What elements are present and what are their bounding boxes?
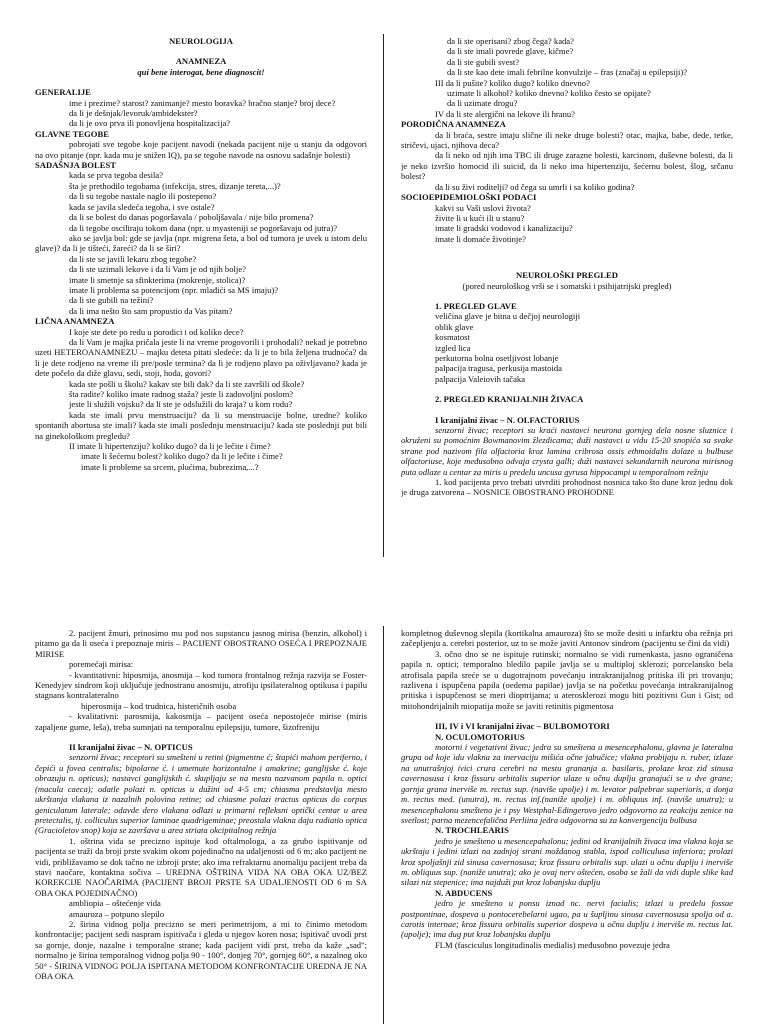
text-line: da li ste operisani? zbog čega? kada? <box>447 36 574 46</box>
text-line: 1. kod pacijenta prvo trebati utvrditi prohodnost nosnica tako što dune kroz jednu dok je druga zatvorena – NOSNICE OBOSTRANO PROHODNE <box>401 477 733 498</box>
text-line: N. OCULOMOTORIUS <box>435 731 525 742</box>
text-line: kompletnog duševnog slepila (kortikalna amauroza) što se može desiti u infarktu oba režnja pri začepljenju a. cerebri posterior, uz to se može javiti Antonov sindrom (pacijentu se čini da vidi) <box>401 628 733 649</box>
spacer <box>35 46 367 56</box>
text-line: hiperosmija – kod trudnica, histeričnih osoba <box>81 700 237 711</box>
text-line: oblik glave <box>435 321 474 332</box>
text-line: amauroza – potpuno slepilo <box>69 908 165 919</box>
text-line: da li Vam je majka pričala jeste li na vreme progovorili i prohodali? nekad je potrebno uzeti HETEROANAMNEZU – majku deteta pitati sledeće: da li je to bila željena trudnoća? da li je dete rodjeno na vreme ili pre/posle termina? da li je rodjeno plavo pa oživljavano? kada je dete počelo da diže glavu, sedi, stoji, hoda, govori? <box>35 336 367 379</box>
text-line: perkutorna bolna osetljivost lobanje <box>435 352 559 363</box>
spacer <box>401 244 733 260</box>
text-line: pobrojati sve tegobe koje pacijent navodi (nekada pacijent nije u stanju da odgovori na ovo pitanje (npr. kada mu je snižen IQ), pa se tegobe navode na osnovu sadašnje bolesti) <box>35 139 367 160</box>
text-line: senzorni živac; receptori su kraći nastavci neurona gornjeg dela nosne sluznice i okruženi su pomoćnim Bowmanovim žlezdicama; duži nastavci u vidu 15-20 snopića sa svake strane pod nazivom fila olfactoria kroz lamina cribrosa ossis ethmoidalis dolaze u bulbuse olfactoriuse, koje međusobno odvaja crysta galli; duži nastavci sekundarnih neurona mirisnog puta odlaze u centar za miris u predelu uncusa gyrusa hippocampi u temporalnom režnju <box>401 425 733 477</box>
text-line: kada se prva tegoba desila? <box>69 170 164 181</box>
text-line: IV da li ste alergični na lekove ili hranu? <box>435 108 576 119</box>
text-line: 1. PREGLED GLAVE <box>435 300 517 311</box>
text-line: da li je dešnjak/levoruk/ambidekster? <box>69 108 198 119</box>
text-line: FLM (fasciculus longitudinalis medialis) međusobno povezuje jedra <box>435 939 670 950</box>
text-line: N. ABDUCENS <box>435 887 493 898</box>
text-line: PORODIČNA ANAMNEZA <box>401 119 506 130</box>
text-line: imate li problema sa potencijom (npr. mlađići sa MS imaju)? <box>69 284 279 295</box>
text-line: jeste li služili vojsku? da li ste je odslužili do kraja? u kom rodu? <box>69 399 293 410</box>
text-line: II imate li hipertenziju? koliko dugo? da li je lečite i čime? <box>69 441 271 452</box>
page2-left-column <box>35 628 367 1024</box>
text-line: da li su tegobe nastale naglo ili postepeno? <box>69 191 217 202</box>
column-divider-top <box>383 34 384 557</box>
spacer <box>35 732 367 742</box>
text-line: da li se bolest do danas pogoršavala / poboljšavala / nije bilo promena? <box>69 212 314 223</box>
text-line: uzimate li alkohol? koliko dnevno? koliko često se opijate? <box>447 88 651 99</box>
text-line: kosmatost <box>435 332 470 343</box>
text-line: da li ste gubili svest? <box>447 56 520 67</box>
text-line: jedro je smešteno u ponsu iznad nc. nervi facialis; izlazi u predelu fossae postpontinae, dospeva u pontocerebelarni ugao, pa u šupljinu sinusa cavernosusa spolja od a. carotis internae; kroz fissura orbitalis superior dospeva u očnu duplju i inerviše m. rectus lat. (upolje); ima dug put kroz lobanjsku duplju <box>401 898 733 940</box>
spacer <box>401 291 733 301</box>
text-line: GENERALIJE <box>35 87 91 98</box>
page1-left-column <box>35 36 367 556</box>
text-line: da li je ovo prva ili ponovljena hospitalizacija? <box>69 118 231 129</box>
text-line: - kvantitativni: hiposmija, anosmija – kod tumora frontalnog režnja razvija se Foster-Kenedyjev sindrom koji uključuje jednostranu anosmiju, atrofiju ipsilateralnog optikusa i papilu stagnans kontralateralno <box>35 669 367 701</box>
text-line: - kvalitativni: parosmija, kakosmija – pacijent oseća nepostojeće mirise (miris zapaljene gume, leša), treba sumnjati na temporalnu epilepsiju, tumore, šizofreniju <box>35 711 367 732</box>
text-line: II kranijalni živac – N. OPTICUS <box>69 742 193 753</box>
text-line: palpacija Valeiovih tačaka <box>435 373 526 384</box>
text-line: imate li gradski vodovod i kanalizaciju? <box>435 223 573 234</box>
text-line: imate li šećernu bolest? koliko dugo? da li je lečite i čime? <box>81 451 283 462</box>
text-line: šta radite? koliko imate radnog staža? jeste li zadovoljni poslom? <box>69 389 294 399</box>
text-line: da li uzimate drogu? <box>447 98 518 109</box>
text-line: NEUROLOŠKI PREGLED <box>516 270 618 281</box>
text-line: ako se javlja bol: gde se javlja (npr. migrena šeta, a bol od tumora je uvek u istom delu glave)? da li je tištеći, žareći? da li se širi? <box>35 232 367 254</box>
text-line: ime i prezime? starost? zanimanje? mesto boravka? bračno stanje? broj dece? <box>69 97 336 108</box>
text-line: poremećaji mirisa: <box>69 659 134 670</box>
text-line: šta je prethodilo tegobama (infekcija, stres, dizanje tereta,...)? <box>69 180 281 191</box>
text-line: da li ste uzimali lekove i da li Vam je od njih bolje? <box>69 264 246 275</box>
text-line: GLAVNE TEGOBE <box>35 128 109 139</box>
text-line: da li ste kao dete imali febrilne konvulzije – fras (značaj u epilepsiji)? <box>447 67 688 78</box>
text-line: 2. širina vidnog polja precizno se meri perimetrijom, a mi to činimo metodom konfrontacije; pacijent sedi naspram ispitivača i gleda u njegov koren nosa; ispitivač uvodi prst sa gornje, donje, nazalne i temporalne strane; kada pacijent vidi prst, treba da kaže „sad"; normalno je širina temporalnog vidnog polja 90 - 100°, donjeg 70°, gornjeg 60°, a nazalnog oko 50° - ŠIRINA VIDNOG POLJA ISPITANA METODOM KONFRONTACIJE UREDNA JE NA OBA OKA <box>35 918 367 981</box>
text-line: kada se javila sledeća tegoba, i sve ostale? <box>69 201 215 212</box>
text-line: izgled lica <box>435 342 471 353</box>
text-line: jedro je smešteno u mesencepahalonu; jedini od kranijalnih živaca ima vlakna koja se ukrštaju i jedini izlazi na zadnjoj strani moždanog stabla, ispod colliculusa inferiora; prolazi kroz spoljašnji zid sinusa cavernosusa; kroz fissuru orbitalis sup. ulazi u očnu duplju i inerviše m. obliquus sup. (naniže unutra); ako je ovaj nerv oštećen, osoba se žali da vidi duple slike kad silazi niz stepenice; ima najduži put kroz lobanjsku duplju <box>401 835 733 888</box>
text-line: qui bene interogat, bene diagnoscit! <box>137 66 265 77</box>
spacer <box>401 711 733 721</box>
spacer <box>401 405 733 415</box>
text-line: kada ste imali prvu menstruaciju? da li su menstruacije bolne, uredne? koliko spontanih abortusa ste imali? kada ste imali poslednju menstruaciju? kada ste poslednji put bili na ginekološkom pregledu? <box>35 409 367 441</box>
text-line: da li neko od njih ima TBC ili druge zarazne bolesti, karcinom, duševne bolesti, da li je neko izvršio homocid ili suicid, da li neko ima hipertenziju, šećernu bolest, šlog, srčanu bolest? <box>401 150 733 182</box>
text-line: I kranijalni živac – N. OLFACTORIUS <box>435 414 580 425</box>
text-line: ANAMNEZA <box>175 56 227 67</box>
text-line: živite li u kući ili u stanu? <box>435 212 525 223</box>
text-line: I koje ste dete po redu u porodici i od koliko dece? <box>69 326 244 337</box>
page1-right-column <box>401 36 733 556</box>
page2-right-column <box>401 628 733 1024</box>
text-line: senzorni živac; receptori su smešteni u retini (pigmentne ć; štapići mahom periferno, i čepići u fovea centralis; bipolarne ć. i umetnute horizontalne i amakrine; ganglijske ć. koje obrazuju n. opticus); nastavci ganglijskih ć. skupljaju se na mestu nazvanom papila n. optici (macula caeca); odatle polazi n. opticus u dužini od 4-5 cm; chiasma predstavlja mesto ukrštanja vlakana iz nazalnih polovina retine; od chiasme polazi tractus opticus do corpus geniculatum laterale; odavde dero vlakana odlazi u primarni refleksni optički centar u area pretectalis, tj. colliculus superior laminae quadrigeminae; preostala vlakna daju radiatio optica (Gracioletov snop) koja se završava u area striata okcipitalnog režnja <box>35 752 367 836</box>
text-line: imate li probleme sa srcem, plućima, bubrezima,...? <box>81 461 259 472</box>
text-line: da li ste gubili na težini? <box>69 295 154 306</box>
text-line: 3. očno dno se ne ispituje rutinski; normalno se vidi rumenkasta, jasno ograničena papila n. optici; temporalno bledilo papile javlja se u multiploj sklerozi; porcelansko bela atrofisala papila sreće se u dugotrajnom povećanju intrakranijalnog pritiska ili pri trovanju; razlivena i ispupčena papila (oedema papilae) javlja se na početku povećanja intrakranijalnog pritiska i ispupčenost se meri dioptrijama; u aterosklerozi mogu biti pozitivni Gun i Gist; od mitohondrijalnih miopatija može se javiti retinitis pigmentosa <box>401 648 733 711</box>
text-line: da li su živi roditelji? od čega su umrli i sa koliko godina? <box>435 181 635 192</box>
text-line: palpacija tragusa, perkusija mastoida <box>435 363 562 374</box>
text-line: N. TROCHLEARIS <box>435 825 509 836</box>
text-line: imate li smetnje sa sfinkterima (mokrenje, stolica)? <box>69 274 246 285</box>
text-line: motorni i vegetativni živac; jedra su smeštena u mesencephalonu, glavna je lateralna grupa od koje idu vlakna za inervaciju mišića očne jabučice; vlakna probijaju n. ruber, izlaze na unutrašnjoj ivici crura cerebri na mestu grananja a. basilaris, prolaze kroz zid sinusa cavernosusa i kroz fissuru orbitalis superior ulaze u očnu duplju granajući se u dve grane; gornja grana inerviše m. rectus sup. (naviše upolje) i m. levator palpebrae superioris, a donja m. rectus med. (unutra), m. rectus inf.(naniže upolje) i m. obliquus inf. (naviše unutra); u mesencephalonu smešteno je i psy Westphal-Edingerovo jedro odgovorno za reakciju zenice na svetlost; parna mezencefalična Perliina jedra odgovorna su za konvergenciju bulbusa <box>401 742 733 825</box>
text-line: III, IV i VI kranijalni živac – BULBOMOTORI <box>435 721 610 732</box>
text-line: (pored neurološkog vrši se i somatski i psihijatrijski pregled) <box>462 280 672 291</box>
text-line: kada ste pošli u školu? kakav ste bili đak? da li ste završili od škole? <box>69 378 305 389</box>
text-line: 2. pacijent žmuri, prinosimo mu pod nos supstancu jasnog mirisa (benzin, alkohol) i pitamo ga da li oseća i prepoznaje miris – PACIJENT OBOSTRANO OSEĆA I PREPOZNAJE MIRISE <box>35 628 367 659</box>
text-line: da li ste imali povrede glave, kičme? <box>447 46 574 57</box>
column-divider-bottom <box>383 626 384 1024</box>
text-line: kakvi su Vaši uslovi života? <box>435 202 531 213</box>
text-line: da li ste se javili lekaru zbog tegobe? <box>69 253 197 264</box>
text-line: da li braća, sestre imaju slične ili neke druge bolesti? otac, majka, babe, dede, tetke, stričevi, ujaci, njihova deca? <box>401 129 733 151</box>
text-line: SOCIOEPIDEMIOLOŠKI PODACI <box>401 192 537 203</box>
text-line: imate li domaće životinje? <box>435 233 526 244</box>
text-line: ambliopia – oštećenje vida <box>69 898 161 909</box>
text-line: da li tegobe osciliraju tokom dana (npr. u myasteniji se pogoršavaju od jutra)? <box>69 222 338 233</box>
text-line: 2. PREGLED KRANIJALNIH ŽIVACA <box>435 394 584 405</box>
spacer <box>401 260 733 270</box>
text-line: SADAŠNJA BOLEST <box>35 160 116 171</box>
text-line: LIČNA ANAMNEZA <box>35 316 115 327</box>
text-line: da li ima nešto što sam propustio da Vas pitam? <box>69 305 233 316</box>
spacer <box>35 77 367 87</box>
text-line: 1. oštrina vida se precizno ispituje kod oftalmologa, a za grubo ispitivanje od pacijenta se traži da broji prste svakim okom pojedinačno na udaljenosti od 6 m; ako pacijent ne vidi, približavamo se dok tačno ne izbroji prste; ako ima refraktarnu anomaliju pacijent treba da stavi naočare, kontaktna sočiva – UREDNA OŠTRINA VIDA NA OBA OKA UZ/BEZ KOREKCIJE NAOČARIMA (PACIJENT BROJI PRSTE SA UDALJENOSTI OD 6 m SA OBA OKA POJEDINAČNO) <box>35 835 367 898</box>
text-line: III da li pušite? koliko dugo? koliko dnevno? <box>435 77 590 88</box>
text-line: NEUROLOGIJA <box>169 36 233 46</box>
text-line: veličina glave je bitna u dečjoj neurologiji <box>435 311 581 322</box>
spacer <box>401 384 733 394</box>
